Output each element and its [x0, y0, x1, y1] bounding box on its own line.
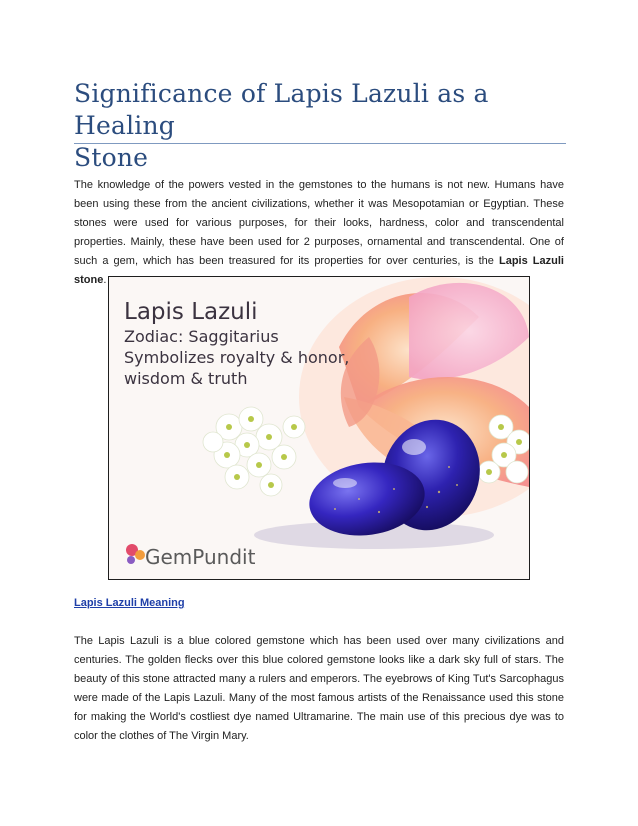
lapis-lazuli-image: [108, 276, 530, 580]
image-caption-symbol: Symbolizes royalty & honor,: [124, 348, 350, 367]
title-underline: [74, 143, 566, 144]
title-line-1: Significance of Lapis Lazuli as a Healing: [74, 79, 489, 140]
intro-end: .: [103, 274, 107, 286]
lapis-lazuli-illustration: [109, 277, 529, 579]
lapis-lazuli-meaning-link[interactable]: Lapis Lazuli Meaning: [74, 597, 185, 609]
article-title: [74, 78, 566, 174]
gempundit-logo: [126, 544, 256, 569]
meaning-paragraph: The Lapis Lazuli is a blue colored gemstone which has been used over many civilizations and centuries. The golden flecks over this blue colored gemstone looks like a dark sky full of stars. The beauty of this stone attracted many a rulers and emperors. The eyebrows of King Tut's Sarcophagus were made of the Lapis Lazuli. Many of the most famous artists of the Renaissance used this stone for making the World's costliest dye named Ultramarine. The main use of this precious dye was to color the clothes of The Virgin Mary.: [74, 635, 564, 742]
image-caption-zodiac: Zodiac: Saggitarius: [124, 327, 279, 346]
brand-name: GemPundit: [145, 545, 256, 569]
intro-bold-term: Lapis Lazuli stone: [74, 255, 564, 286]
intro-paragraph: [74, 176, 564, 290]
image-caption-title: Lapis Lazuli: [124, 299, 258, 325]
title-line-2: Stone: [74, 143, 149, 172]
intro-text: The knowledge of the powers vested in the gemstones to the humans is not new. Humans have been using these from the ancient civilizations, whether it was Mesopotamian or Egyptian. These stones were used for various purposes, for their looks, hardness, color and transcendental properties. Mainly, these have been used for 2 purposes, ornamental and transcendental. One of such a gem, which has been treasured for its properties for over centuries, is the: [74, 179, 564, 267]
image-caption-virtues: wisdom & truth: [124, 369, 248, 388]
